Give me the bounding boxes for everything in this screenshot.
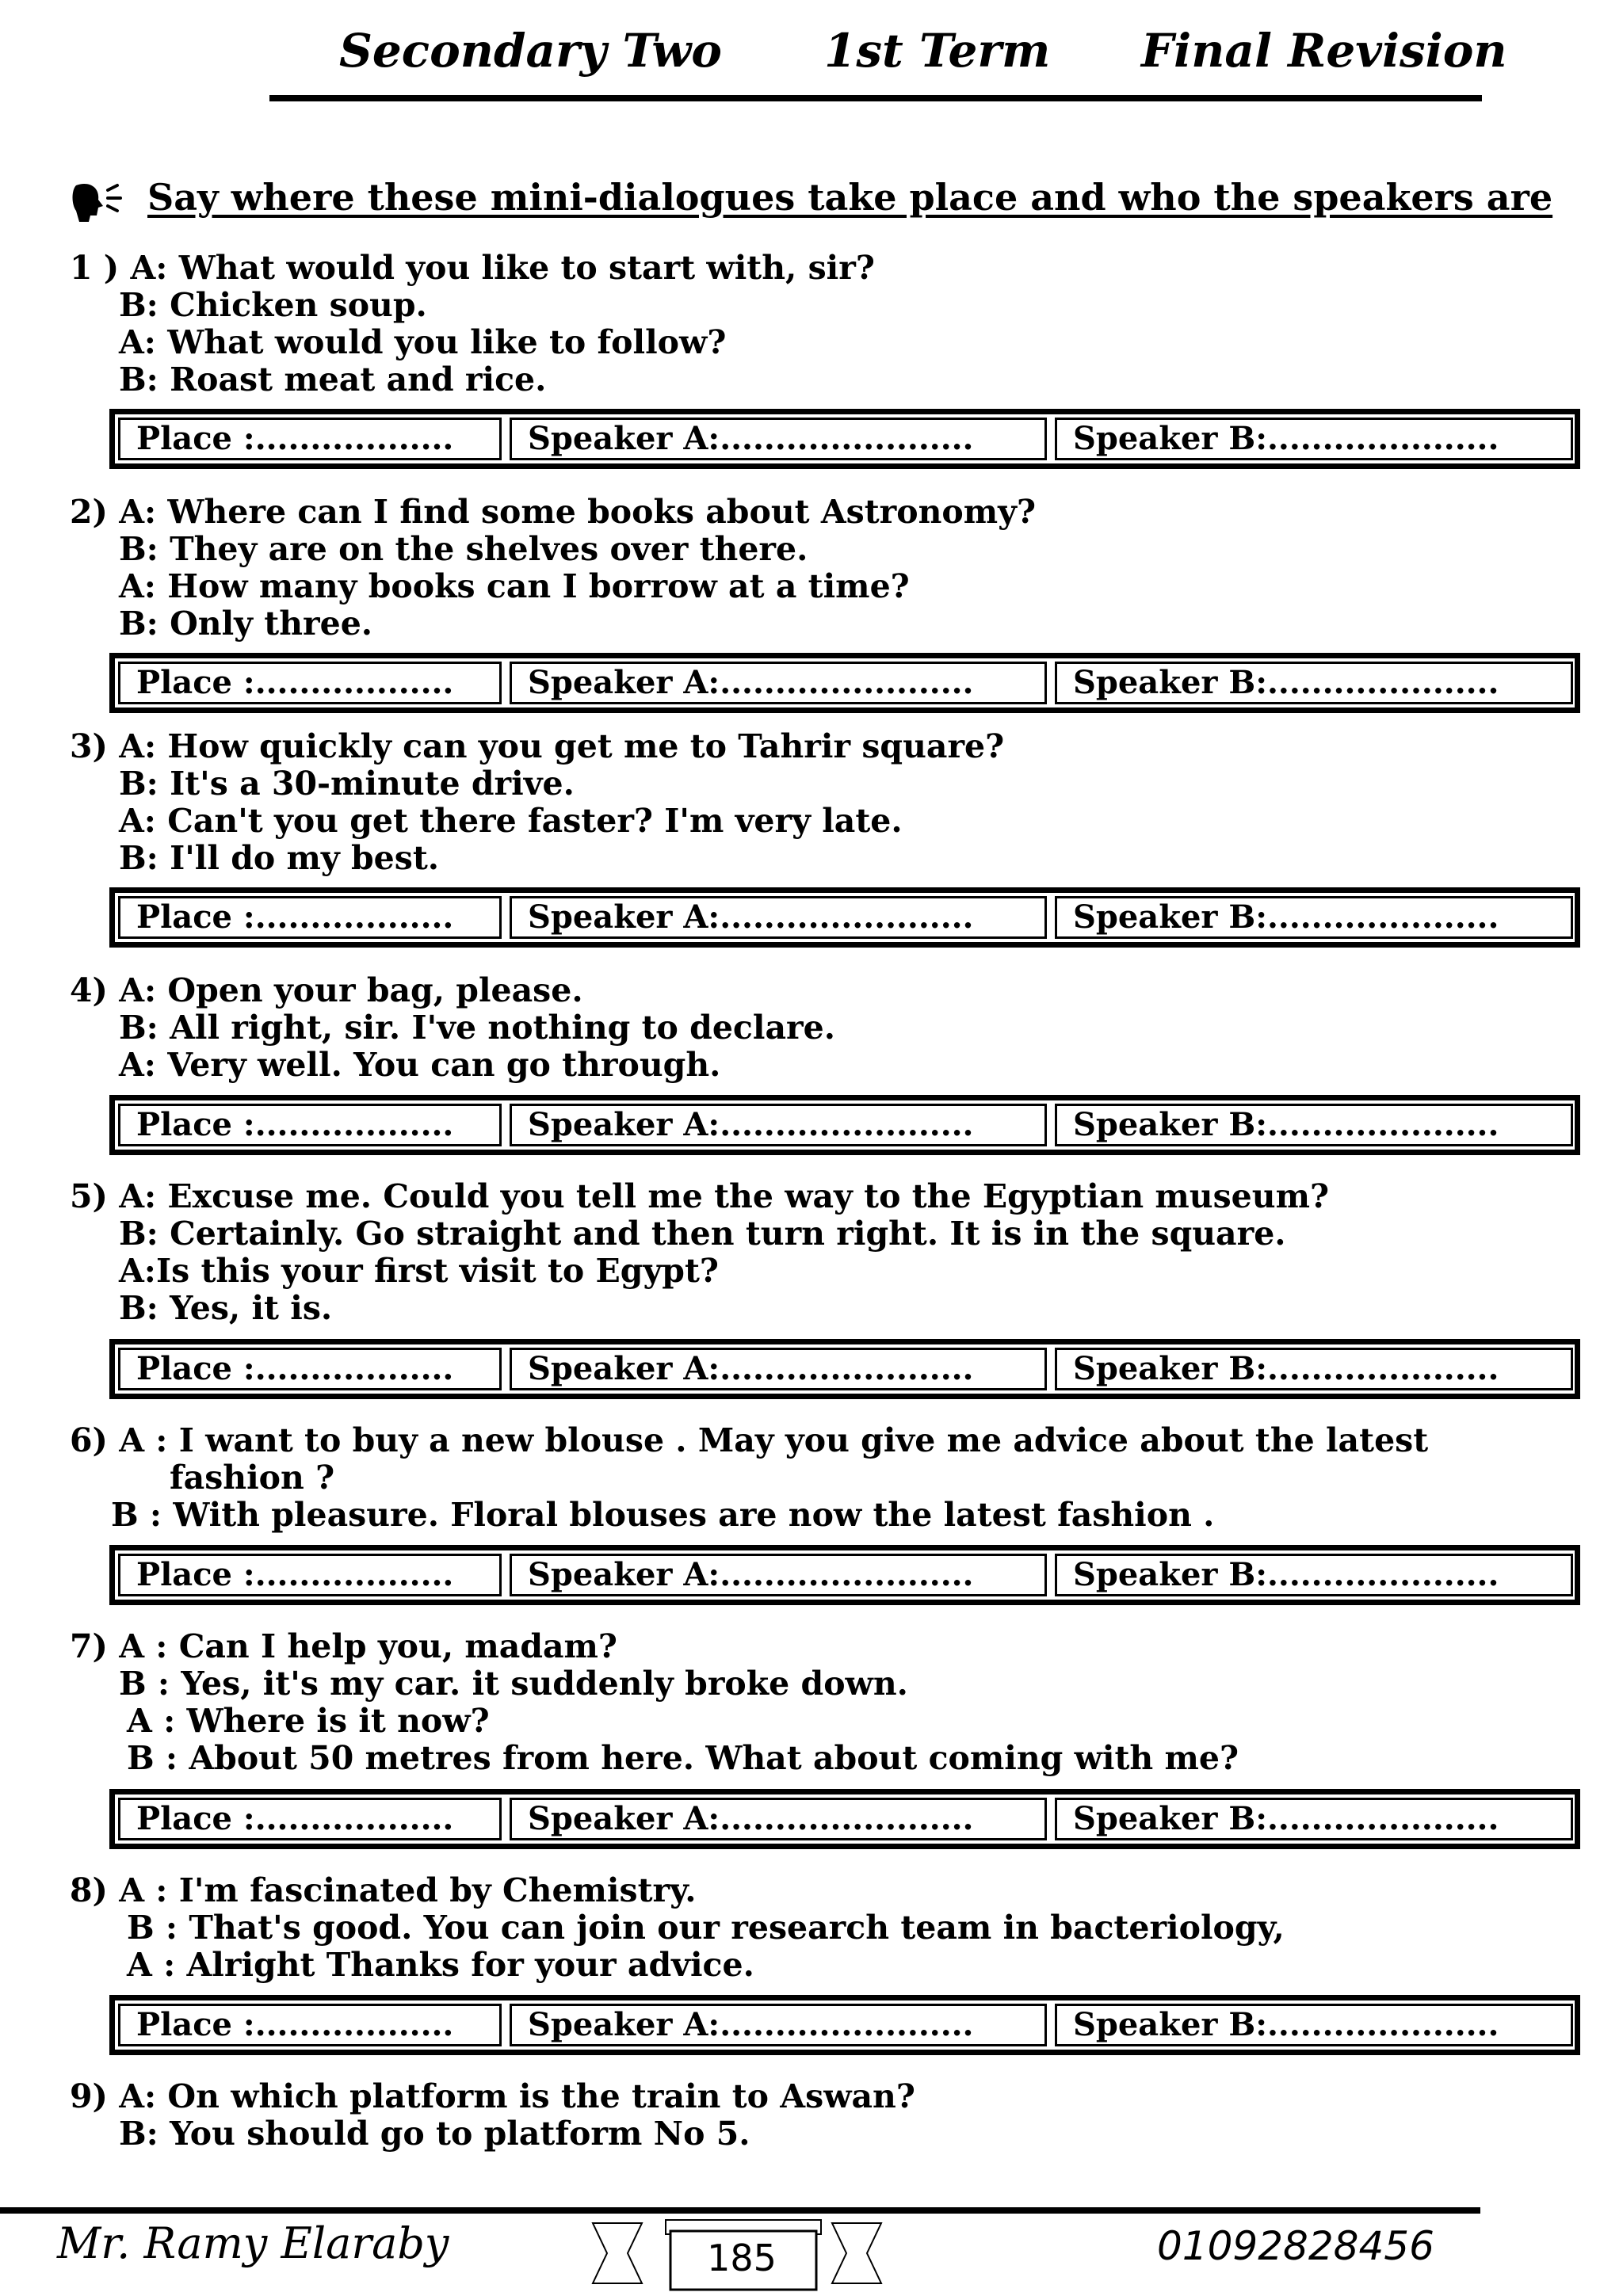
place-field[interactable]: Place :.................. [118, 1104, 502, 1146]
dialogue-5-line-1: 5) A: Excuse me. Could you tell me the way to the Egyptian museum? [70, 1177, 1329, 1215]
dialogue-4-line-3: A: Very well. You can go through. [119, 1046, 721, 1084]
answer-box-4 [109, 1095, 1580, 1155]
speaker-a-field[interactable]: Speaker A:....................... [510, 2004, 1047, 2046]
dialogue-7-line-4: B : About 50 metres from here. What about coming with me? [127, 1739, 1239, 1777]
speaker-b-field[interactable]: Speaker B:..................... [1055, 418, 1573, 460]
dialogue-8-line-2: B : That's good. You can join our research team in bacteriology, [127, 1909, 1285, 1947]
speaker-b-field[interactable]: Speaker B:..................... [1055, 1104, 1573, 1146]
answer-box-1 [109, 409, 1580, 469]
footer-author: Mr. Ramy Elaraby [57, 2218, 449, 2268]
answer-box-8 [109, 1995, 1580, 2055]
dialogue-2-line-4: B: Only three. [119, 605, 373, 643]
dialogue-6-line-3: B : With pleasure. Floral blouses are now the latest fashion . [111, 1496, 1215, 1534]
place-field[interactable]: Place :.................. [118, 1554, 502, 1596]
dialogue-1-line-2: B: Chicken soup. [119, 286, 427, 324]
dialogue-9-line-2: B: You should go to platform No 5. [119, 2115, 750, 2153]
answer-box-3 [109, 887, 1580, 948]
dialogue-8-line-1: 8) A : I'm fascinated by Chemistry. [70, 1871, 697, 1909]
dialogue-5-line-2: B: Certainly. Go straight and then turn right. It is in the square. [119, 1215, 1286, 1253]
dialogue-2-line-1: 2) A: Where can I find some books about Astronomy? [70, 493, 1037, 531]
speaker-b-field[interactable]: Speaker B:..................... [1055, 2004, 1573, 2046]
dialogue-5-line-4: B: Yes, it is. [119, 1289, 333, 1327]
header-term: 1st Term [824, 24, 1051, 78]
dialogue-3-line-2: B: It's a 30-minute drive. [119, 765, 575, 803]
dialogue-6-line-1: 6) A : I want to buy a new blouse . May you give me advice about the latest [70, 1421, 1429, 1459]
place-field[interactable]: Place :.................. [118, 2004, 502, 2046]
answer-box-2 [109, 653, 1580, 713]
page-header [269, 16, 1507, 103]
place-field[interactable]: Place :.................. [118, 1798, 502, 1840]
dialogue-5-line-3: A:Is this your first visit to Egypt? [119, 1252, 719, 1290]
dialogue-2-line-3: A: How many books can I borrow at a time? [119, 567, 910, 605]
speaker-a-field[interactable]: Speaker A:....................... [510, 1348, 1047, 1390]
dialogue-3-line-1: 3) A: How quickly can you get me to Tahrir square? [70, 727, 1005, 765]
instruction-text: Say where these mini-dialogues take place and who the speakers are [147, 176, 1553, 219]
page-number: 185 [707, 2237, 777, 2279]
dialogue-2-line-2: B: They are on the shelves over there. [119, 530, 808, 568]
header-title: Final Revision [1141, 24, 1507, 78]
dialogue-4-line-2: B: All right, sir. I've nothing to declare. [119, 1009, 836, 1047]
dialogue-3-line-3: A: Can't you get there faster? I'm very late. [119, 802, 903, 840]
dialogue-1-line-3: A: What would you like to follow? [119, 323, 727, 361]
place-field[interactable]: Place :.................. [118, 418, 502, 460]
speaker-a-field[interactable]: Speaker A:....................... [510, 418, 1047, 460]
dialogue-7-line-2: B : Yes, it's my car. it suddenly broke down. [119, 1665, 908, 1703]
speaker-a-field[interactable]: Speaker A:....................... [510, 896, 1047, 939]
dialogue-7-line-3: A : Where is it now? [127, 1702, 490, 1740]
speaker-b-field[interactable]: Speaker B:..................... [1055, 1348, 1573, 1390]
dialogue-1-line-4: B: Roast meat and rice. [119, 360, 547, 399]
dialogue-4-line-1: 4) A: Open your bag, please. [70, 971, 583, 1009]
header-rule [269, 95, 1482, 101]
speaker-a-field[interactable]: Speaker A:....................... [510, 662, 1047, 704]
dialogue-8-line-3: A : Alright Thanks for your advice. [127, 1946, 754, 1984]
speaker-a-field[interactable]: Speaker A:....................... [510, 1798, 1047, 1840]
answer-box-5 [109, 1339, 1580, 1399]
dialogue-7-line-1: 7) A : Can I help you, madam? [70, 1627, 617, 1665]
dialogue-9-line-1: 9) A: On which platform is the train to Aswan? [70, 2077, 915, 2115]
speaker-b-field[interactable]: Speaker B:..................... [1055, 1554, 1573, 1596]
dialogue-3-line-4: B: I'll do my best. [119, 839, 440, 877]
header-level: Secondary Two [339, 24, 722, 78]
place-field[interactable]: Place :.................. [118, 896, 502, 939]
place-field[interactable]: Place :.................. [118, 1348, 502, 1390]
place-field[interactable]: Place :.................. [118, 662, 502, 704]
answer-box-6 [109, 1545, 1580, 1605]
speaker-b-field[interactable]: Speaker B:..................... [1055, 1798, 1573, 1840]
speaker-b-field[interactable]: Speaker B:..................... [1055, 896, 1573, 939]
speaker-b-field[interactable]: Speaker B:..................... [1055, 662, 1573, 704]
speaker-a-field[interactable]: Speaker A:....................... [510, 1554, 1047, 1596]
dialogue-6-line-2: fashion ? [170, 1459, 335, 1497]
answer-box-7 [109, 1789, 1580, 1849]
speaker-a-field[interactable]: Speaker A:....................... [510, 1104, 1047, 1146]
instruction [68, 176, 1574, 239]
speaking-head-icon [68, 179, 132, 227]
footer-phone: 01092828456 [1157, 2223, 1434, 2269]
dialogue-1-line-1: 1 ) A: What would you like to start with, sir? [70, 249, 875, 287]
